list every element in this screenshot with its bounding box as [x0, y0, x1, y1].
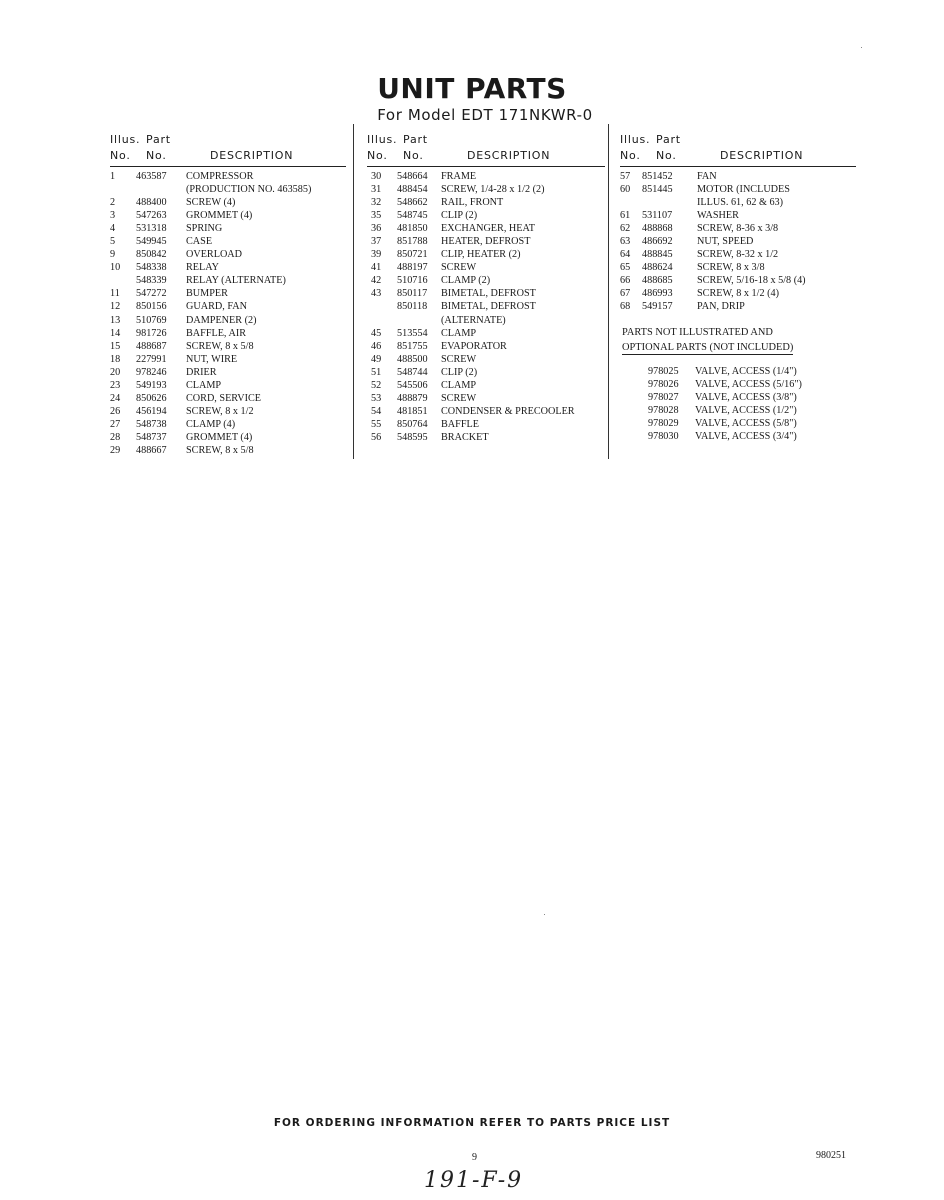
part-description: DAMPENER (2) [186, 314, 257, 326]
part-header: Part [403, 133, 428, 146]
part-number: 851788 [397, 236, 428, 248]
parts-list [620, 171, 856, 315]
column-header [367, 132, 605, 167]
table-row [367, 236, 605, 249]
table-row [620, 288, 856, 301]
part-description: CONDENSER & PRECOOLER [441, 405, 575, 417]
illus-number: 31 [371, 184, 382, 196]
part-description: ILLUS. 61, 62 & 63) [697, 197, 784, 209]
part-description: CLIP (2) [441, 366, 478, 378]
table-row [620, 236, 856, 249]
part-description: BIMETAL, DEFROST [441, 301, 536, 313]
part-description: BAFFLE, AIR [186, 327, 247, 339]
part-description: CLAMP [186, 379, 222, 391]
part-number: 510716 [397, 275, 428, 287]
parts-list [110, 171, 346, 458]
part-description: EVAPORATOR [441, 340, 507, 352]
part-number: 488667 [136, 444, 167, 456]
illus-number: 20 [110, 366, 121, 378]
part-description: GUARD, FAN [186, 301, 247, 313]
part-description: GROMMET (4) [186, 431, 253, 443]
part-description: SCREW, 5/16-18 x 5/8 (4) [697, 275, 806, 287]
part-description: SCREW, 8 x 5/8 [186, 340, 254, 352]
table-row [367, 262, 605, 275]
part-no-header: No. [403, 149, 424, 162]
illus-number: 55 [371, 418, 382, 430]
part-number: 850721 [397, 249, 428, 261]
part-number: 981726 [136, 327, 167, 339]
part-description: SCREW, 1/4-28 x 1/2 (2) [441, 184, 545, 196]
part-description: BAFFLE [441, 418, 479, 430]
part-number: 488687 [136, 340, 167, 352]
part-number: 548664 [397, 171, 428, 182]
part-description: MOTOR (INCLUDES [697, 184, 790, 196]
table-row [110, 301, 346, 314]
illus-header: Illus. [620, 133, 651, 146]
table-row [110, 380, 346, 393]
illus-number: 23 [110, 379, 121, 391]
column-header [110, 132, 346, 167]
parts-list [367, 171, 605, 445]
description-header: DESCRIPTION [210, 149, 294, 162]
table-row [110, 249, 346, 262]
illus-number: 67 [620, 288, 631, 300]
part-description: SCREW, 8-32 x 1/2 [697, 249, 779, 261]
illus-no-header: No. [620, 149, 641, 162]
part-number: 531318 [136, 223, 167, 235]
part-number: 513554 [397, 327, 428, 339]
illus-number: 18 [110, 353, 121, 365]
illus-number: 60 [620, 184, 631, 196]
illus-no-header: No. [110, 149, 131, 162]
part-description: WASHER [697, 210, 739, 222]
scan-speck [544, 914, 545, 915]
part-number: 547272 [136, 288, 167, 300]
part-description: BRACKET [441, 431, 489, 443]
part-number: 850117 [397, 288, 428, 300]
table-row [110, 171, 346, 184]
table-row [110, 328, 346, 341]
part-description: SCREW [441, 392, 477, 404]
table-row [367, 171, 605, 184]
part-number: 488500 [397, 353, 428, 365]
part-number: 548737 [136, 431, 167, 443]
illus-number: 54 [371, 405, 382, 417]
illus-number: 3 [110, 210, 116, 222]
illus-number: 49 [371, 353, 382, 365]
page-title: UNIT PARTS [377, 72, 567, 105]
illus-number: 15 [110, 340, 121, 352]
illus-number: 62 [620, 223, 631, 235]
part-no-header: No. [656, 149, 677, 162]
part-description: (ALTERNATE) [441, 314, 506, 326]
table-row [367, 380, 605, 393]
illus-number: 57 [620, 171, 631, 182]
illus-number: 29 [110, 444, 121, 456]
table-row [367, 301, 605, 314]
part-description: VALVE, ACCESS (1/4") [695, 366, 797, 377]
part-number: 850626 [136, 392, 167, 404]
part-number: 510769 [136, 314, 167, 326]
part-description: SPRING [186, 223, 223, 235]
illus-number: 65 [620, 262, 631, 274]
table-row [620, 275, 856, 288]
part-description: SCREW [441, 353, 477, 365]
part-description: HEATER, DEFROST [441, 236, 531, 248]
table-row [367, 223, 605, 236]
part-description: SCREW, 8 x 5/8 [186, 444, 254, 456]
part-description: VALVE, ACCESS (1/2") [695, 405, 797, 417]
part-number: 548339 [136, 275, 167, 287]
part-description: RELAY [186, 262, 220, 274]
table-row [620, 184, 856, 197]
illus-number: 14 [110, 327, 121, 339]
part-number: 547263 [136, 210, 167, 222]
handwritten-note: 191-F-9 [424, 1168, 524, 1193]
illus-number: 28 [110, 431, 121, 443]
part-description: PAN, DRIP [697, 301, 745, 313]
illus-number: 51 [371, 366, 382, 378]
part-number: 456194 [136, 405, 167, 417]
part-number: 488868 [642, 223, 673, 235]
illus-number: 37 [371, 236, 382, 248]
part-number: 549193 [136, 379, 167, 391]
part-description: GROMMET (4) [186, 210, 253, 222]
table-row [110, 367, 346, 380]
description-header: DESCRIPTION [467, 149, 551, 162]
part-description: BIMETAL, DEFROST [441, 288, 536, 300]
table-row [620, 223, 856, 236]
parts-column-3 [620, 132, 856, 315]
illus-number: 61 [620, 210, 631, 222]
illus-number: 26 [110, 405, 121, 417]
part-no-header: No. [146, 149, 167, 162]
part-number: 227991 [136, 353, 167, 365]
table-row [110, 341, 346, 354]
part-number: 488624 [642, 262, 673, 274]
table-row [620, 301, 856, 314]
model-subtitle: For Model EDT 171NKWR-0 [377, 106, 593, 124]
part-description: CLAMP [441, 379, 477, 391]
part-number: 851755 [397, 340, 428, 352]
part-number: 481851 [397, 405, 428, 417]
document-number: 980251 [816, 1150, 846, 1161]
part-number: 486993 [642, 288, 673, 300]
part-description: CLAMP (2) [441, 275, 491, 287]
part-description: VALVE, ACCESS (3/8") [695, 392, 797, 404]
part-number: 463587 [136, 171, 167, 182]
part-number: 488454 [397, 184, 428, 196]
part-header: Part [146, 133, 171, 146]
part-number: 549945 [136, 236, 167, 248]
part-number: 978246 [136, 366, 167, 378]
not-illustrated-line-2: OPTIONAL PARTS (NOT INCLUDED) [622, 342, 794, 353]
part-number: 488685 [642, 275, 673, 287]
not-illustrated-heading [622, 325, 793, 355]
part-number: 486692 [642, 236, 673, 248]
table-row [367, 197, 605, 210]
part-description: CLAMP (4) [186, 418, 236, 430]
part-number: 978026 [648, 379, 679, 391]
table-row [620, 197, 856, 210]
part-number: 850842 [136, 249, 167, 261]
part-number: 488879 [397, 392, 428, 404]
part-description: VALVE, ACCESS (5/8") [695, 418, 797, 430]
description-header: DESCRIPTION [720, 149, 804, 162]
table-row [110, 275, 346, 288]
illus-header: Illus. [367, 133, 398, 146]
illus-number: 10 [110, 262, 121, 274]
illus-number: 5 [110, 236, 116, 248]
illus-number: 27 [110, 418, 121, 430]
illus-number: 39 [371, 249, 382, 261]
illus-number: 11 [110, 288, 120, 300]
page-number: 9 [472, 1152, 477, 1163]
table-row [110, 210, 346, 223]
part-description: SCREW, 8 x 3/8 [697, 262, 765, 274]
table-row [110, 393, 346, 406]
illus-number: 13 [110, 314, 121, 326]
column-divider [608, 124, 609, 459]
parts-column-1 [110, 132, 346, 458]
part-description: NUT, WIRE [186, 353, 238, 365]
part-description: (PRODUCTION NO. 463585) [186, 184, 312, 196]
table-row [110, 419, 346, 432]
table-row [620, 171, 856, 184]
illus-number: 2 [110, 197, 116, 209]
illus-number: 45 [371, 327, 382, 339]
part-description: CORD, SERVICE [186, 392, 262, 404]
illus-number: 9 [110, 249, 116, 261]
illus-number: 46 [371, 340, 382, 352]
table-row [367, 184, 605, 197]
illus-number: 35 [371, 210, 382, 222]
illus-header: Illus. [110, 133, 141, 146]
part-number: 488845 [642, 249, 673, 261]
table-row [367, 210, 605, 223]
part-number: 545506 [397, 379, 428, 391]
part-description: RAIL, FRONT [441, 197, 504, 209]
part-number: 978030 [648, 431, 679, 443]
column-divider [353, 124, 354, 459]
table-row [367, 432, 605, 445]
parts-column-2 [367, 132, 605, 445]
table-row [367, 406, 605, 419]
table-row [110, 445, 346, 458]
table-row [110, 315, 346, 328]
part-number: 978029 [648, 418, 679, 430]
part-description: FAN [697, 171, 717, 182]
table-row [110, 406, 346, 419]
part-description: EXCHANGER, HEAT [441, 223, 535, 235]
part-description: SCREW (4) [186, 197, 236, 209]
illus-number: 52 [371, 379, 382, 391]
table-row [110, 262, 346, 275]
part-description: VALVE, ACCESS (3/4") [695, 431, 797, 443]
table-row [367, 354, 605, 367]
part-description: VALVE, ACCESS (5/16") [695, 379, 802, 391]
illus-number: 4 [110, 223, 116, 235]
scan-speck [861, 47, 862, 48]
illus-number: 1 [110, 171, 116, 182]
part-description: SCREW, 8-36 x 3/8 [697, 223, 779, 235]
illus-number: 56 [371, 431, 382, 443]
table-row [367, 393, 605, 406]
part-header: Part [656, 133, 681, 146]
part-number: 851445 [642, 184, 673, 196]
part-number: 548338 [136, 262, 167, 274]
part-description: BUMPER [186, 288, 228, 300]
illus-number: 41 [371, 262, 382, 274]
illus-number: 30 [371, 171, 382, 182]
part-description: CLAMP [441, 327, 477, 339]
table-row [367, 315, 605, 328]
illus-number: 36 [371, 223, 382, 235]
table-row [110, 236, 346, 249]
table-row [367, 341, 605, 354]
table-row [110, 197, 346, 210]
illus-number: 68 [620, 301, 631, 313]
illus-number: 43 [371, 288, 382, 300]
part-number: 481850 [397, 223, 428, 235]
table-row [110, 223, 346, 236]
part-description: DRIER [186, 366, 217, 378]
illus-no-header: No. [367, 149, 388, 162]
part-number: 531107 [642, 210, 673, 222]
table-row [110, 354, 346, 367]
part-description: OVERLOAD [186, 249, 243, 261]
part-number: 850764 [397, 418, 428, 430]
table-row [367, 288, 605, 301]
illus-number: 63 [620, 236, 631, 248]
ordering-footer: FOR ORDERING INFORMATION REFER TO PARTS PRICE LIST [273, 1117, 671, 1129]
part-number: 850118 [397, 301, 428, 313]
part-number: 978028 [648, 405, 679, 417]
not-illustrated-line-1: PARTS NOT ILLUSTRATED AND [622, 327, 773, 338]
part-description: COMPRESSOR [186, 171, 254, 182]
table-row [620, 262, 856, 275]
illus-number: 24 [110, 392, 121, 404]
part-number: 850156 [136, 301, 167, 313]
part-description: FRAME [441, 171, 477, 182]
table-row [620, 210, 856, 223]
table-row [367, 275, 605, 288]
part-description: SCREW, 8 x 1/2 (4) [697, 288, 779, 300]
part-description: CLIP, HEATER (2) [441, 249, 521, 261]
table-row [110, 432, 346, 445]
illus-number: 32 [371, 197, 382, 209]
part-number: 549157 [642, 301, 673, 313]
part-number: 548744 [397, 366, 428, 378]
illus-number: 64 [620, 249, 631, 261]
illus-number: 42 [371, 275, 382, 287]
illus-number: 12 [110, 301, 121, 313]
table-row [620, 249, 856, 262]
part-number: 548738 [136, 418, 167, 430]
part-description: SCREW [441, 262, 477, 274]
part-number: 548745 [397, 210, 428, 222]
part-description: RELAY (ALTERNATE) [186, 275, 286, 287]
column-header [620, 132, 856, 167]
table-row [367, 367, 605, 380]
part-description: CLIP (2) [441, 210, 478, 222]
table-row [110, 288, 346, 301]
part-number: 851452 [642, 171, 673, 182]
illus-number: 53 [371, 392, 382, 404]
table-row [367, 249, 605, 262]
table-row [367, 328, 605, 341]
part-description: NUT, SPEED [697, 236, 754, 248]
part-number: 978027 [648, 392, 679, 404]
part-number: 548595 [397, 431, 428, 443]
part-number: 978025 [648, 366, 679, 377]
table-row [367, 419, 605, 432]
part-description: CASE [186, 236, 213, 248]
illus-number: 66 [620, 275, 631, 287]
part-number: 548662 [397, 197, 428, 209]
part-description: SCREW, 8 x 1/2 [186, 405, 254, 417]
part-number: 488400 [136, 197, 167, 209]
table-row [110, 184, 346, 197]
part-number: 488197 [397, 262, 428, 274]
